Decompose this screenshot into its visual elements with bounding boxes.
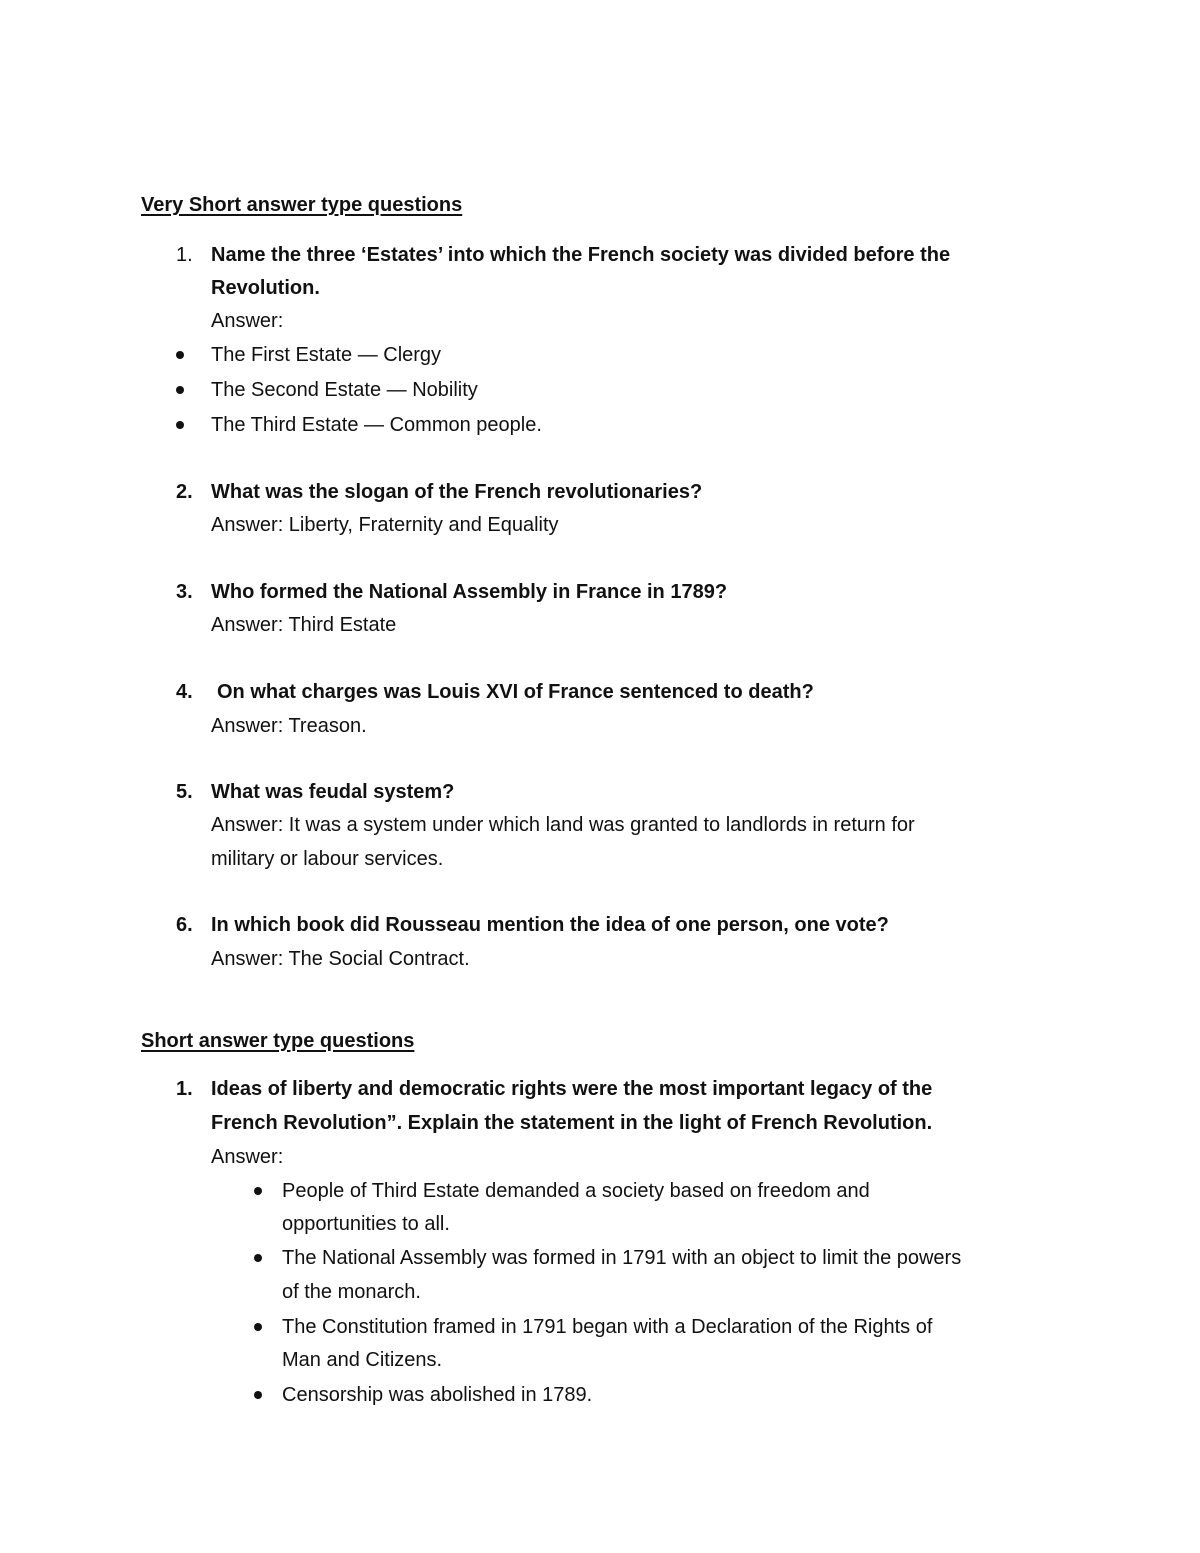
question-text: Ideas of liberty and democratic rights were the most important legacy of the	[211, 1078, 933, 1100]
answer-text: Answer: Treason.	[211, 715, 367, 737]
answer-bullet: The Second Estate — Nobility	[211, 379, 478, 401]
bullet-icon	[176, 421, 184, 429]
question-number: 3.	[176, 581, 193, 603]
answer-text: Answer: It was a system under which land was granted to landlords in return for	[211, 814, 915, 836]
question-number: 5.	[176, 781, 193, 803]
question-text: Name the three ‘Estates’ into which the French society was divided before the	[211, 244, 951, 266]
question-text: What was the slogan of the French revolutionaries?	[211, 481, 703, 503]
question-text: In which book did Rousseau mention the idea of one person, one vote?	[211, 914, 889, 936]
question-number: 4.	[176, 681, 193, 703]
bullet-icon	[254, 1323, 262, 1331]
answer-bullet: The Constitution framed in 1791 began with a Declaration of the Rights of	[282, 1316, 933, 1338]
section-heading-very-short: Very Short answer type questions	[141, 194, 463, 216]
question-number: 1.	[176, 1078, 193, 1100]
answer-bullet: Man and Citizens.	[282, 1349, 443, 1371]
answer-text: Answer: Liberty, Fraternity and Equality	[211, 514, 559, 536]
answer-text: military or labour services.	[211, 848, 444, 870]
bullet-icon	[176, 386, 184, 394]
answer-bullet: People of Third Estate demanded a society based on freedom and	[282, 1180, 870, 1202]
answer-label: Answer:	[211, 1146, 284, 1168]
bullet-icon	[254, 1187, 262, 1195]
question-text: French Revolution”. Explain the statement in the light of French Revolution.	[211, 1112, 933, 1134]
question-text: Revolution.	[211, 277, 320, 299]
answer-bullet: Censorship was abolished in 1789.	[282, 1384, 593, 1406]
question-text: Who formed the National Assembly in France in 1789?	[211, 581, 728, 603]
question-number: 2.	[176, 481, 193, 503]
answer-bullet: The Third Estate — Common people.	[211, 414, 542, 436]
answer-bullet: of the monarch.	[282, 1281, 421, 1303]
answer-label: Answer:	[211, 310, 284, 332]
question-text: What was feudal system?	[211, 781, 455, 803]
bullet-icon	[176, 351, 184, 359]
section-heading-short: Short answer type questions	[141, 1030, 415, 1052]
question-number: 6.	[176, 914, 193, 936]
answer-bullet: The First Estate — Clergy	[211, 344, 442, 366]
bullet-icon	[254, 1254, 262, 1262]
question-text: On what charges was Louis XVI of France sentenced to death?	[217, 681, 814, 703]
bullet-icon	[254, 1391, 262, 1399]
answer-text: Answer: Third Estate	[211, 614, 397, 636]
answer-text: Answer: The Social Contract.	[211, 948, 470, 970]
question-number: 1.	[176, 244, 193, 266]
answer-bullet: The National Assembly was formed in 1791 with an object to limit the powers	[282, 1247, 962, 1269]
answer-bullet: opportunities to all.	[282, 1213, 450, 1235]
